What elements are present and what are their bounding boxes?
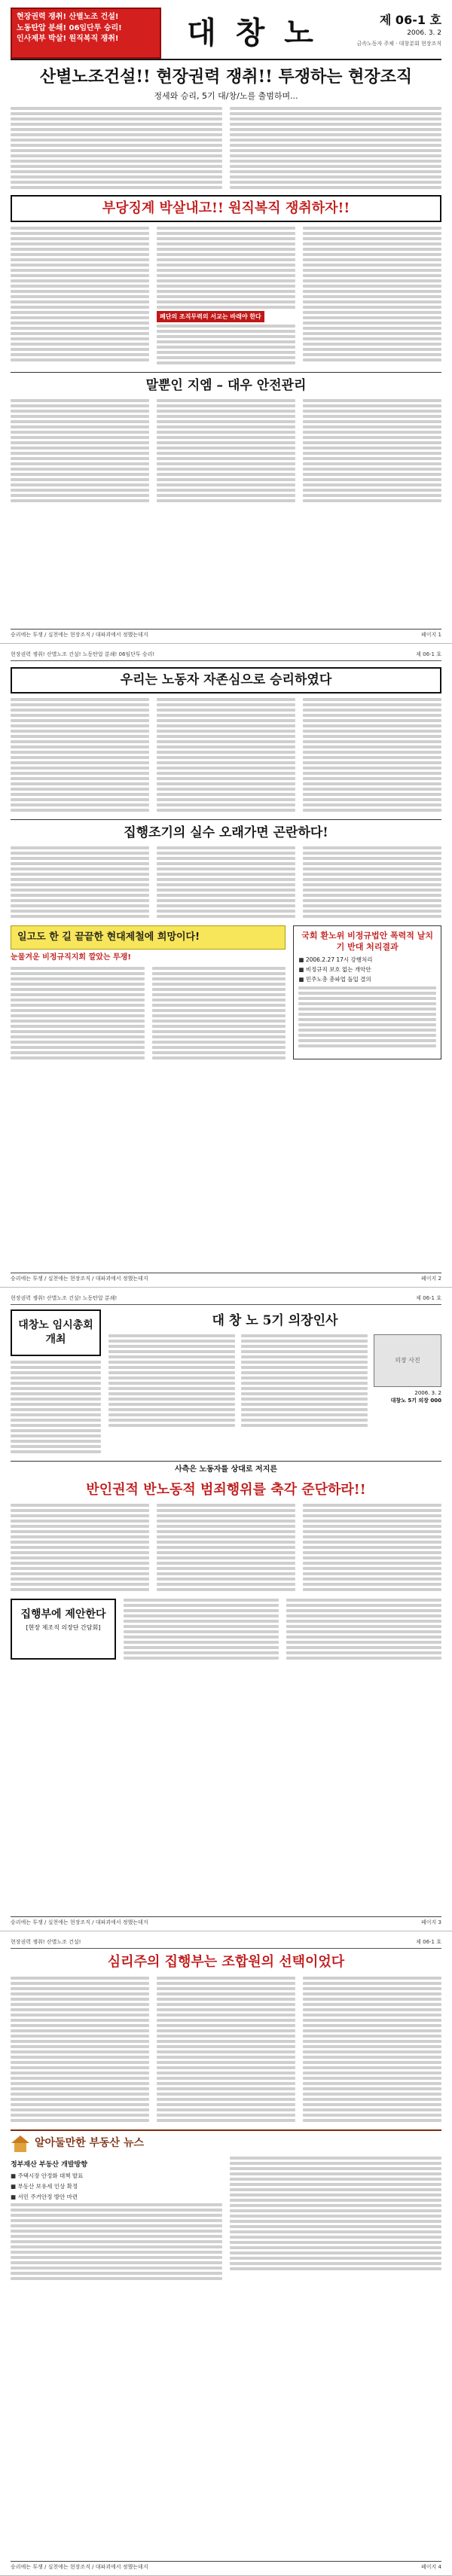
box-headline: 부당징계 박살내고!! 원직복직 쟁취하자!! [11,195,441,222]
page-footer [11,629,441,639]
header-issue: 제 06-1 호 [416,1295,441,1301]
list-item: ■ 민주노총 총파업 돌입 결의 [298,976,436,983]
footer-slogan: 승리에는 투쟁 / 실천에는 현장조직 / 대파괴에서 정했는데지 [11,631,148,638]
section-headline: 말뿐인 지엠 – 대우 안전관리 [11,372,441,395]
issue-date: 2006. 3. 2 [407,29,441,37]
yellow-banner: 일고도 한 길 끝끝한 현대제철에 희망이다! [11,925,286,950]
banner-subtitle: 눈물겨운 비정규직지회 깔았는 투쟁! [11,953,131,962]
header-slogans: 현장권력 쟁취! 산별노조 건설! [11,1939,81,1945]
header-slogans: 현장권력 쟁취! 산별노조 건설! 노동탄압 분쇄! 06임단투 승리! [11,651,155,657]
article-7-body [11,1977,441,2122]
article-column [11,227,149,365]
issue-info [344,8,441,59]
article-5-body [11,846,441,918]
side-box-title: 국회 환노위 비정규법안 폭력적 날치기 반대 처리결과 [301,931,434,953]
side-box-list [298,956,436,983]
footer-slogan: 승리에는 투쟁 / 실천에는 현장조직 / 대파괴에서 정했는데지 [11,1919,148,1925]
footer-slogan: 승리에는 투쟁 / 실천에는 현장조직 / 대파괴에서 정했는데지 [11,2563,148,2570]
footer-page-number: 페이지 3 [421,1919,441,1925]
article-4-body [11,698,441,812]
page2-lower [11,925,441,1059]
header-slogans: 현장권력 쟁취! 산별노조 건설! 노동탄압 분쇄! [11,1295,118,1301]
page-footer [11,1916,441,1926]
mid-subheadline: 사측은 노동자를 상대로 저지른 [174,1465,278,1474]
article-3-body [11,399,441,502]
page3-top [11,1309,441,1453]
issue-number: 제 06-1 호 [379,13,441,27]
article-column [11,107,222,189]
greeting-headline: 대 창 노 5기 의장인사 [212,1313,338,1329]
footer-page-number: 페이지 1 [421,631,441,638]
article-column [157,227,295,365]
proposal-box [11,1599,116,1660]
page-footer [11,1273,441,1282]
news-title-text: 알아둘만한 부동산 뉴스 [35,2137,144,2150]
article-2-body [11,227,441,365]
masthead-title: 대 창 노 [187,15,318,50]
publisher: 금속노동자 주체 · 대창분회 현장조직 [356,40,441,47]
newsletter-page-2 [0,644,452,1288]
section-headline: 집행조기의 실수 오래가면 곤란하다! [11,819,441,842]
article-1-body [11,107,441,189]
side-column [11,1309,101,1453]
masthead [11,8,441,60]
footer-slogan: 승리에는 투쟁 / 실천에는 현장조직 / 대파괴에서 정했는데지 [11,1275,148,1282]
slogan-line: 인사제부 박살! 원직복직 쟁취! [17,35,119,43]
page4-headline: 심리주의 집행부는 조합원의 선택이었다 [107,1954,345,1971]
main-subheadline: 정세와 승리, 5기 대/창/노를 출범하며... [154,90,298,101]
page2-headline: 우리는 노동자 자존심으로 승리하였다 [11,667,441,694]
proposal-subtitle: [현장 제조직 의장단 간담회] [26,1623,101,1631]
footer-page-number: 페이지 4 [421,2563,441,2570]
footer-page-number: 페이지 2 [421,1275,441,1282]
page-header [11,1939,441,1949]
slogan-box [11,8,161,59]
side-box [293,925,441,1059]
news-body [11,2157,441,2281]
news-subheading: 정부재산 부동산 개발방향 [11,2160,87,2169]
slogan-line: 노동탄압 분쇄! 06임단투 승리! [17,23,122,32]
newsletter-page-3 [0,1288,452,1931]
header-issue: 제 06-1 호 [416,1939,441,1945]
news-section-title [11,2129,441,2152]
list-item: ■ 비정규직 보호 없는 개악안 [298,966,436,974]
mid-headline: 반인권적 반노동적 범죄행위를 축각 준단하라!! [86,1481,366,1498]
slogan-line: 현장권력 쟁취! 산별노조 건설! [17,13,119,21]
greeting-signature: 대창노 5기 의장 000 [390,1397,441,1404]
page-header [11,651,441,661]
page-footer [11,2561,441,2571]
news-list [11,2172,222,2202]
main-headline: 산별노조건설!! 현장권력 쟁취!! 투쟁하는 현장조직 [39,67,413,87]
list-item: ■ 부동산 보유세 인상 확정 [11,2183,222,2191]
callout-banner: 폐단의 조직무력의 서교는 바래야 한다 [157,311,264,323]
side-title-box: 대창노 임시총회 개최 [11,1309,101,1356]
newsletter-page-1 [0,0,452,644]
banner-article [11,925,286,1059]
newsletter-page-4 [0,1931,452,2576]
page-header [11,1295,441,1305]
article-column [230,107,441,189]
article-6-body [11,1504,441,1591]
list-item: ■ 서민 주거안정 방안 마련 [11,2193,222,2202]
greeting-date: 2006. 3. 2 [414,1390,441,1397]
greeting-article [108,1309,441,1453]
list-item: ■ 2006.2.27 17시 강행처리 [298,956,436,964]
list-item: ■ 주택시장 안정화 대책 발표 [11,2172,222,2181]
portrait-photo: 의장 사진 [374,1334,441,1387]
proposal-title: 집행부에 제안한다 [20,1608,106,1621]
house-icon [11,2135,30,2152]
article-column [303,227,441,365]
header-issue: 제 06-1 호 [416,651,441,657]
